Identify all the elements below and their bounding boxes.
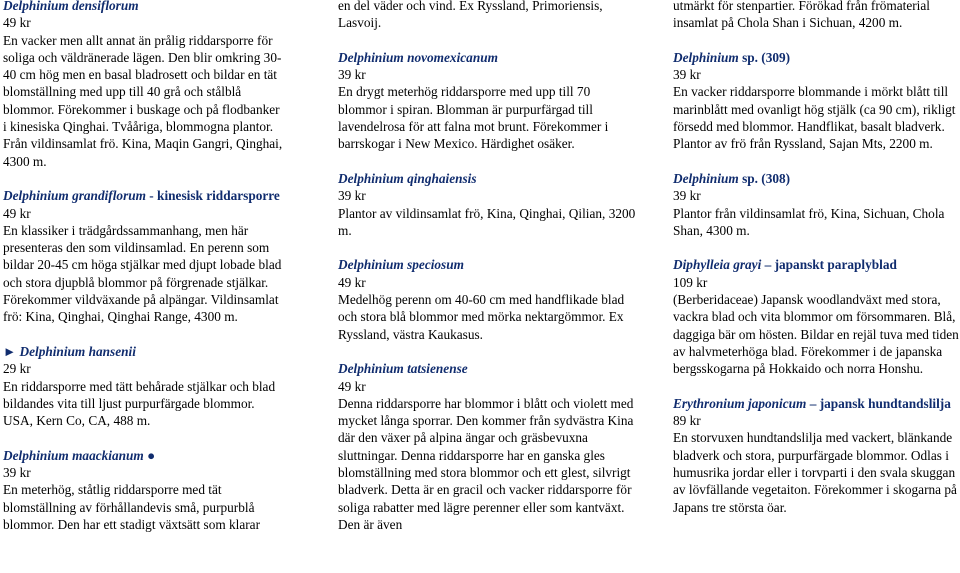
plant-description: En klassiker i trädgårdssammanhang, men här presenteras den som vildinsamlad. En perenn som bildar 20-45 cm höga stjälkar med djupt lobade blad och stora djupblå blommor på förgrenade stjälkar. Förekommer vildväxande på alpängar. Vildinsamlat frö: Kina, Qinghai, Qinghai Range, 4300 m. — [3, 222, 282, 325]
plant-entry — [3, 0, 285, 170]
plant-description: En storvuxen hundtandslilja med vackert, blänkande bladverk och stora, purpurfärgade blommor. Odlas i humusrika jordar eller i torvparti i den svala skuggan av lövfällande vegetaiton. Förekommer i skogarna på Japans tre största öar. — [673, 430, 957, 515]
plant-name: Delphinium tatsienense — [338, 361, 468, 377]
plant-description: En riddarsporre med tätt behårade stjälkar och blad bildandes vita till ljust purpurfärgade blommor. USA, Kern Co, CA, 488 m. — [3, 378, 276, 429]
plant-description: Medelhög perenn om 40-60 cm med handflikade blad och stora blå blommor med mörka nektargömmor. Ex Ryssland, västra Kaukasus. — [338, 292, 625, 342]
plant-name: Delphinium maackianum ● — [3, 447, 156, 463]
plant-price: 29 kr — [3, 361, 31, 377]
catalog-column-3 — [673, 0, 960, 516]
plant-entry — [338, 170, 638, 239]
plant-name: Delphinium speciosum — [338, 257, 464, 273]
plant-entry — [673, 256, 960, 377]
plant-entry — [3, 187, 285, 325]
plant-description: En drygt meterhög riddarsporre med upp till 70 blommor i spiran. Blomman är purpurfärgad till lavendelrosa för att falna mot brunt. Förekommer i barrskogar i New Mexico. Härdighet osäker. — [338, 84, 609, 152]
plant-price: 49 kr — [3, 205, 31, 221]
plant-entry — [3, 343, 285, 429]
plant-description: En meterhög, ståtlig riddarsporre med tät blomställning av förhållandevis små, purpurblå blommor. Den har ett stadigt växtsätt som klarar — [3, 482, 261, 532]
plant-name: Delphinium qinghaiensis — [338, 170, 477, 186]
plant-entry — [338, 360, 638, 533]
catalog-column-1 — [3, 0, 285, 533]
plant-name: Delphinium novomexicanum — [338, 49, 498, 65]
plant-price: 109 kr — [673, 274, 708, 290]
plant-description: Plantor från vildinsamlat frö, Kina, Sichuan, Chola Shan, 4300 m. — [673, 205, 945, 238]
plant-price: 49 kr — [3, 15, 31, 31]
plant-price: 39 kr — [338, 188, 366, 204]
plant-name: Delphinium densiflorum — [3, 0, 139, 13]
plant-description: (Berberidaceae) Japansk woodlandväxt med stora, vackra blad och vita blommor om försommaren. Blå, daggiga bär om hösten. Bildar en rejäl tuva med tiden av halvmeterhöga blad. Förekommer i de japanska bergsskogarna på Hokkaido och norra Honshu. — [673, 292, 959, 377]
dot-marker-icon: ● — [143, 447, 156, 463]
plant-entry — [673, 49, 960, 153]
plant-description: Denna riddarsporre har blommor i blått och violett med mycket långa sporrar. Den kommer från sydvästra Kina där den växer på alpina ängar och gräsbevuxna sluttningar. Denna riddarsporre har en ganska gles blomställning med stora blommor och ett glest, silvrigt bladverk. Detta är en gracil och vacker riddarsporre för soliga rabatter med lägre perenner eller som kantväxt. Den är även — [338, 395, 634, 532]
plant-price: 39 kr — [673, 67, 701, 83]
plant-price: 39 kr — [338, 67, 366, 83]
plant-entry — [338, 49, 638, 153]
plant-price: 39 kr — [3, 465, 31, 481]
arrow-marker-icon: ► — [3, 343, 20, 359]
plant-price: 49 kr — [338, 274, 366, 290]
plant-entry-continued — [673, 0, 960, 32]
plant-description: en del väder och vind. Ex Ryssland, Primoriensis, Lasvoij. — [338, 0, 603, 31]
plant-entry — [3, 447, 285, 533]
plant-name: Diphylleia grayi – japanskt paraplyblad — [673, 257, 897, 273]
plant-price: 49 kr — [338, 378, 366, 394]
plant-description: En vacker men allt annat än prålig riddarsporre för soliga och väldränerade lägen. Den blir omkring 30-40 cm hög men en basal bladrosett och bildar en tät blomställning med upp till 40 grå och stålblå blommor. Förekommer i buskage och på flodbanker i kinesiska Qinghai. Tvååriga, blommogna plantor. Från vildinsamlat frö. Kina, Maqin Gangri, Qinghai, 4300 m. — [3, 32, 283, 169]
plant-entry-continued — [338, 0, 638, 32]
plant-description: Plantor av vildinsamlat frö, Kina, Qinghai, Qilian, 3200 m. — [338, 205, 636, 238]
plant-name: Delphinium sp. (308) — [673, 170, 791, 186]
plant-entry — [673, 395, 960, 516]
plant-name: Delphinium grandiflorum - kinesisk riddarsporre — [3, 188, 280, 204]
plant-description: utmärkt för stenpartier. Förökad från frömaterial insamlat på Chola Shan i Sichuan, 4200 m. — [673, 0, 930, 31]
catalog-column-2 — [338, 0, 638, 533]
plant-name: Erythronium japonicum – japansk hundtandslilja — [673, 395, 951, 411]
plant-price: 39 kr — [673, 188, 701, 204]
plant-entry — [673, 170, 960, 239]
plant-entry — [338, 256, 638, 342]
plant-name: ► Delphinium hansenii — [3, 343, 136, 359]
plant-description: En vacker riddarsporre blommande i mörkt blått till marinblått med ovanligt hög stjälk (ca 90 cm), rikligt försedd med blommor. Handflikat, basalt bladverk. Plantor av frö från Ryssland, Sajan Mts, 2200 m. — [673, 84, 956, 152]
plant-price: 89 kr — [673, 413, 701, 429]
plant-name: Delphinium sp. (309) — [673, 49, 791, 65]
